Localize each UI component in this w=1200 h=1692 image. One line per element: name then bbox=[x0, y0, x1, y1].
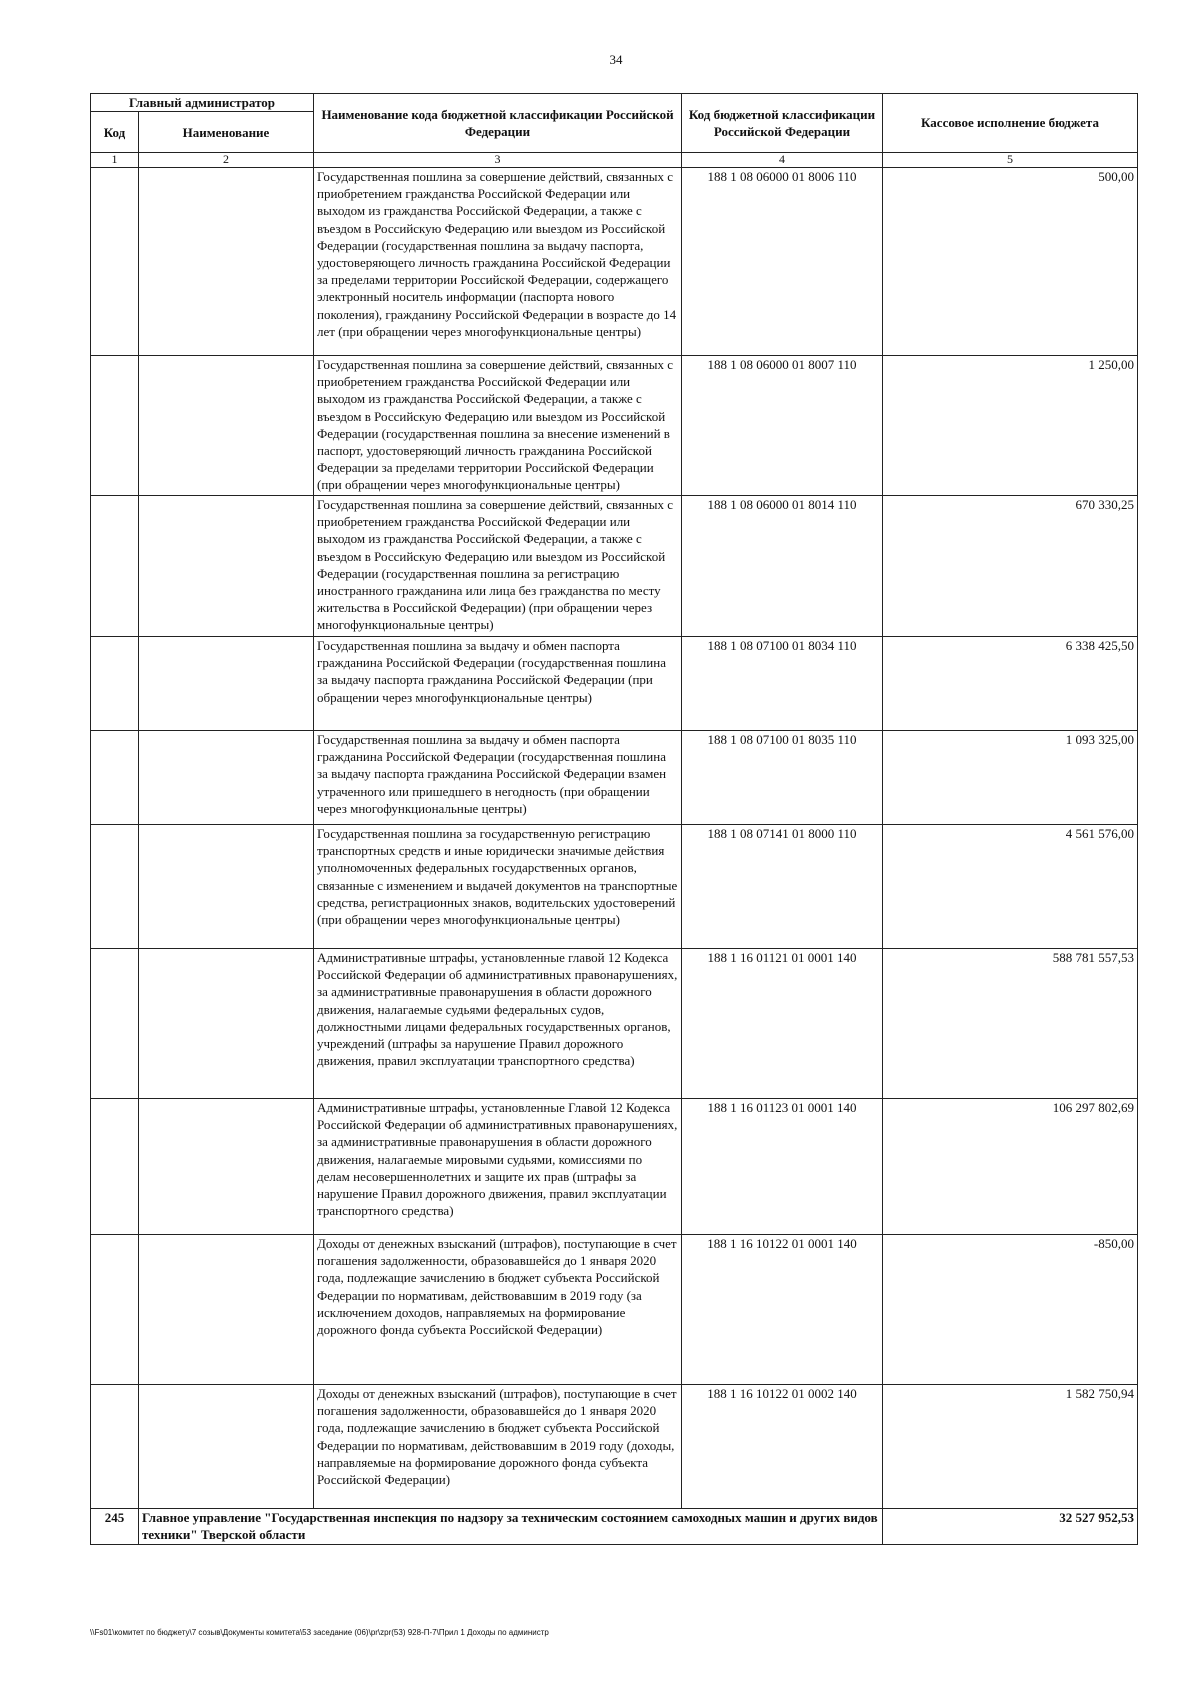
amount-cell: 1 250,00 bbox=[883, 356, 1138, 496]
classifier-code-cell: 188 1 08 06000 01 8014 110 bbox=[682, 496, 883, 637]
table-row bbox=[91, 949, 1138, 1099]
table-row bbox=[91, 1099, 1138, 1235]
table-row bbox=[91, 168, 1138, 356]
table-row bbox=[91, 731, 1138, 825]
classifier-code-cell: 188 1 16 10122 01 0002 140 bbox=[682, 1385, 883, 1509]
header-classifier-code: Код бюджетной классификации Российской Федерации bbox=[682, 94, 883, 153]
admin-name-cell bbox=[139, 356, 314, 496]
table-row bbox=[91, 637, 1138, 731]
column-number: 4 bbox=[682, 153, 883, 168]
classifier-name-cell: Административные штрафы, установленные Главой 12 Кодекса Российской Федерации об административных правонарушениях, за административные правонарушения в области дорожного движения, налагаемые мировыми судьями, комиссиями по делам несовершеннолетних и защите их прав (штрафы за нарушение Правил дорожного движения, правил эксплуатации транспортного средства) bbox=[314, 1099, 682, 1235]
classifier-name-cell: Доходы от денежных взысканий (штрафов), поступающие в счет погашения задолженности, образовавшейся до 1 января 2020 года, подлежащие зачислению в бюджет субъекта Российской Федерации по нормативам, действовавшим в 2019 году (доходы, направляемые на формирование дорожного фонда субъекта Российской Федерации) bbox=[314, 1385, 682, 1509]
classifier-name-cell: Государственная пошлина за выдачу и обмен паспорта гражданина Российской Федерации (государственная пошлина за выдачу паспорта гражданина Российской Федерации (при обращении через многофункциональные центры) bbox=[314, 637, 682, 731]
column-number-row bbox=[91, 153, 1138, 168]
classifier-name-cell: Государственная пошлина за совершение действий, связанных с приобретением гражданства Российской Федерации или выходом из гражданства Российской Федерации, а также с въездом в Российскую Федерацию или выездом из Российской Федерации (государственная пошлина за внесение изменений в паспорт, удостоверяющий личность гражданина Российской Федерации за пределами территории Российской Федерации (при обращении через многофункциональные центры) bbox=[314, 356, 682, 496]
admin-code-cell bbox=[91, 1385, 139, 1509]
administrator-name-cell: Главное управление "Государственная инспекция по надзору за техническим состоянием самоходных машин и других видов техники" Тверской области bbox=[139, 1509, 883, 1545]
header-admin-name: Наименование bbox=[139, 112, 314, 153]
admin-name-cell bbox=[139, 1385, 314, 1509]
admin-code-cell bbox=[91, 825, 139, 949]
admin-name-cell bbox=[139, 496, 314, 637]
amount-cell: 670 330,25 bbox=[883, 496, 1138, 637]
classifier-code-cell: 188 1 16 01121 01 0001 140 bbox=[682, 949, 883, 1099]
table-row bbox=[91, 356, 1138, 496]
amount-cell: 500,00 bbox=[883, 168, 1138, 356]
table-row bbox=[91, 825, 1138, 949]
administrator-total-row bbox=[91, 1509, 1138, 1545]
amount-cell: 588 781 557,53 bbox=[883, 949, 1138, 1099]
header-budget-execution: Кассовое исполнение бюджета bbox=[883, 94, 1138, 153]
revenue-table bbox=[90, 93, 1138, 1545]
amount-cell: 106 297 802,69 bbox=[883, 1099, 1138, 1235]
classifier-name-cell: Государственная пошлина за совершение действий, связанных с приобретением гражданства Российской Федерации или выходом из гражданства Российской Федерации, а также с въездом в Российскую Федерацию или выездом из Российской Федерации (государственная пошлина за регистрацию иностранного гражданина или лица без гражданства по месту жительства в Российской Федерации) (при обращении через многофункциональные центры) bbox=[314, 496, 682, 637]
classifier-code-cell: 188 1 16 01123 01 0001 140 bbox=[682, 1099, 883, 1235]
administrator-code-cell: 245 bbox=[91, 1509, 139, 1545]
amount-cell: -850,00 bbox=[883, 1235, 1138, 1385]
admin-name-cell bbox=[139, 1235, 314, 1385]
table-row bbox=[91, 496, 1138, 637]
administrator-amount-cell: 32 527 952,53 bbox=[883, 1509, 1138, 1545]
column-number: 5 bbox=[883, 153, 1138, 168]
classifier-name-cell: Доходы от денежных взысканий (штрафов), поступающие в счет погашения задолженности, образовавшейся до 1 января 2020 года, подлежащие зачислению в бюджет субъекта Российской Федерации по нормативам, действовавшим в 2019 году (за исключением доходов, направляемых на формирование дорожного фонда субъекта Российской Федерации) bbox=[314, 1235, 682, 1385]
header-classifier-name: Наименование кода бюджетной классификации Российской Федерации bbox=[314, 94, 682, 153]
table-row bbox=[91, 1235, 1138, 1385]
classifier-code-cell: 188 1 08 07141 01 8000 110 bbox=[682, 825, 883, 949]
header-main-administrator: Главный администратор bbox=[91, 94, 314, 112]
classifier-name-cell: Государственная пошлина за совершение действий, связанных с приобретением гражданства Российской Федерации или выходом из гражданства Российской Федерации, а также с въездом в Российскую Федерацию или выездом из Российской Федерации (государственная пошлина за выдачу паспорта, удостоверяющего личность гражданина Российской Федерации за пределами территории Российской Федерации, содержащего электронный носитель информации (паспорта нового поколения), гражданину Российской Федерации в возрасте до 14 лет (при обращении через многофункциональные центры) bbox=[314, 168, 682, 356]
amount-cell: 4 561 576,00 bbox=[883, 825, 1138, 949]
amount-cell: 6 338 425,50 bbox=[883, 637, 1138, 731]
table-row bbox=[91, 1385, 1138, 1509]
classifier-code-cell: 188 1 08 07100 01 8035 110 bbox=[682, 731, 883, 825]
classifier-code-cell: 188 1 16 10122 01 0001 140 bbox=[682, 1235, 883, 1385]
classifier-name-cell: Государственная пошлина за государственную регистрацию транспортных средств и иные юридически значимые действия уполномоченных федеральных государственных органов, связанные с изменением и выдачей документов на транспортные средства, регистрационных знаков, водительских удостоверений (при обращении через многофункциональные центры) bbox=[314, 825, 682, 949]
admin-code-cell bbox=[91, 356, 139, 496]
admin-name-cell bbox=[139, 168, 314, 356]
header-code: Код bbox=[91, 112, 139, 153]
admin-code-cell bbox=[91, 637, 139, 731]
admin-code-cell bbox=[91, 1099, 139, 1235]
classifier-code-cell: 188 1 08 06000 01 8006 110 bbox=[682, 168, 883, 356]
admin-name-cell bbox=[139, 637, 314, 731]
classifier-code-cell: 188 1 08 07100 01 8034 110 bbox=[682, 637, 883, 731]
admin-name-cell bbox=[139, 825, 314, 949]
page-number: 34 bbox=[609, 52, 623, 67]
admin-code-cell bbox=[91, 496, 139, 637]
admin-name-cell bbox=[139, 949, 314, 1099]
admin-code-cell bbox=[91, 1235, 139, 1385]
admin-name-cell bbox=[139, 731, 314, 825]
amount-cell: 1 093 325,00 bbox=[883, 731, 1138, 825]
admin-code-cell bbox=[91, 168, 139, 356]
admin-code-cell bbox=[91, 731, 139, 825]
admin-name-cell bbox=[139, 1099, 314, 1235]
classifier-name-cell: Административные штрафы, установленные главой 12 Кодекса Российской Федерации об административных правонарушениях, за административные правонарушения в области дорожного движения, налагаемые судьями федеральных судов, должностными лицами федеральных государственных органов, учреждений (штрафы за нарушение Правил дорожного движения, правил эксплуатации транспортного средства) bbox=[314, 949, 682, 1099]
file-path-footer: \\Fs01\комитет по бюджету\7 созыв\Документы комитета\53 заседание (06)\pr\zpr(53) 928-П-7\Прил 1 Доходы по администр bbox=[90, 1628, 549, 1637]
classifier-name-cell: Государственная пошлина за выдачу и обмен паспорта гражданина Российской Федерации (государственная пошлина за выдачу паспорта гражданина Российской Федерации взамен утраченного или пришедшего в негодность (при обращении через многофункциональные центры) bbox=[314, 731, 682, 825]
classifier-code-cell: 188 1 08 06000 01 8007 110 bbox=[682, 356, 883, 496]
column-number: 3 bbox=[314, 153, 682, 168]
column-number: 2 bbox=[139, 153, 314, 168]
amount-cell: 1 582 750,94 bbox=[883, 1385, 1138, 1509]
column-number: 1 bbox=[91, 153, 139, 168]
admin-code-cell bbox=[91, 949, 139, 1099]
